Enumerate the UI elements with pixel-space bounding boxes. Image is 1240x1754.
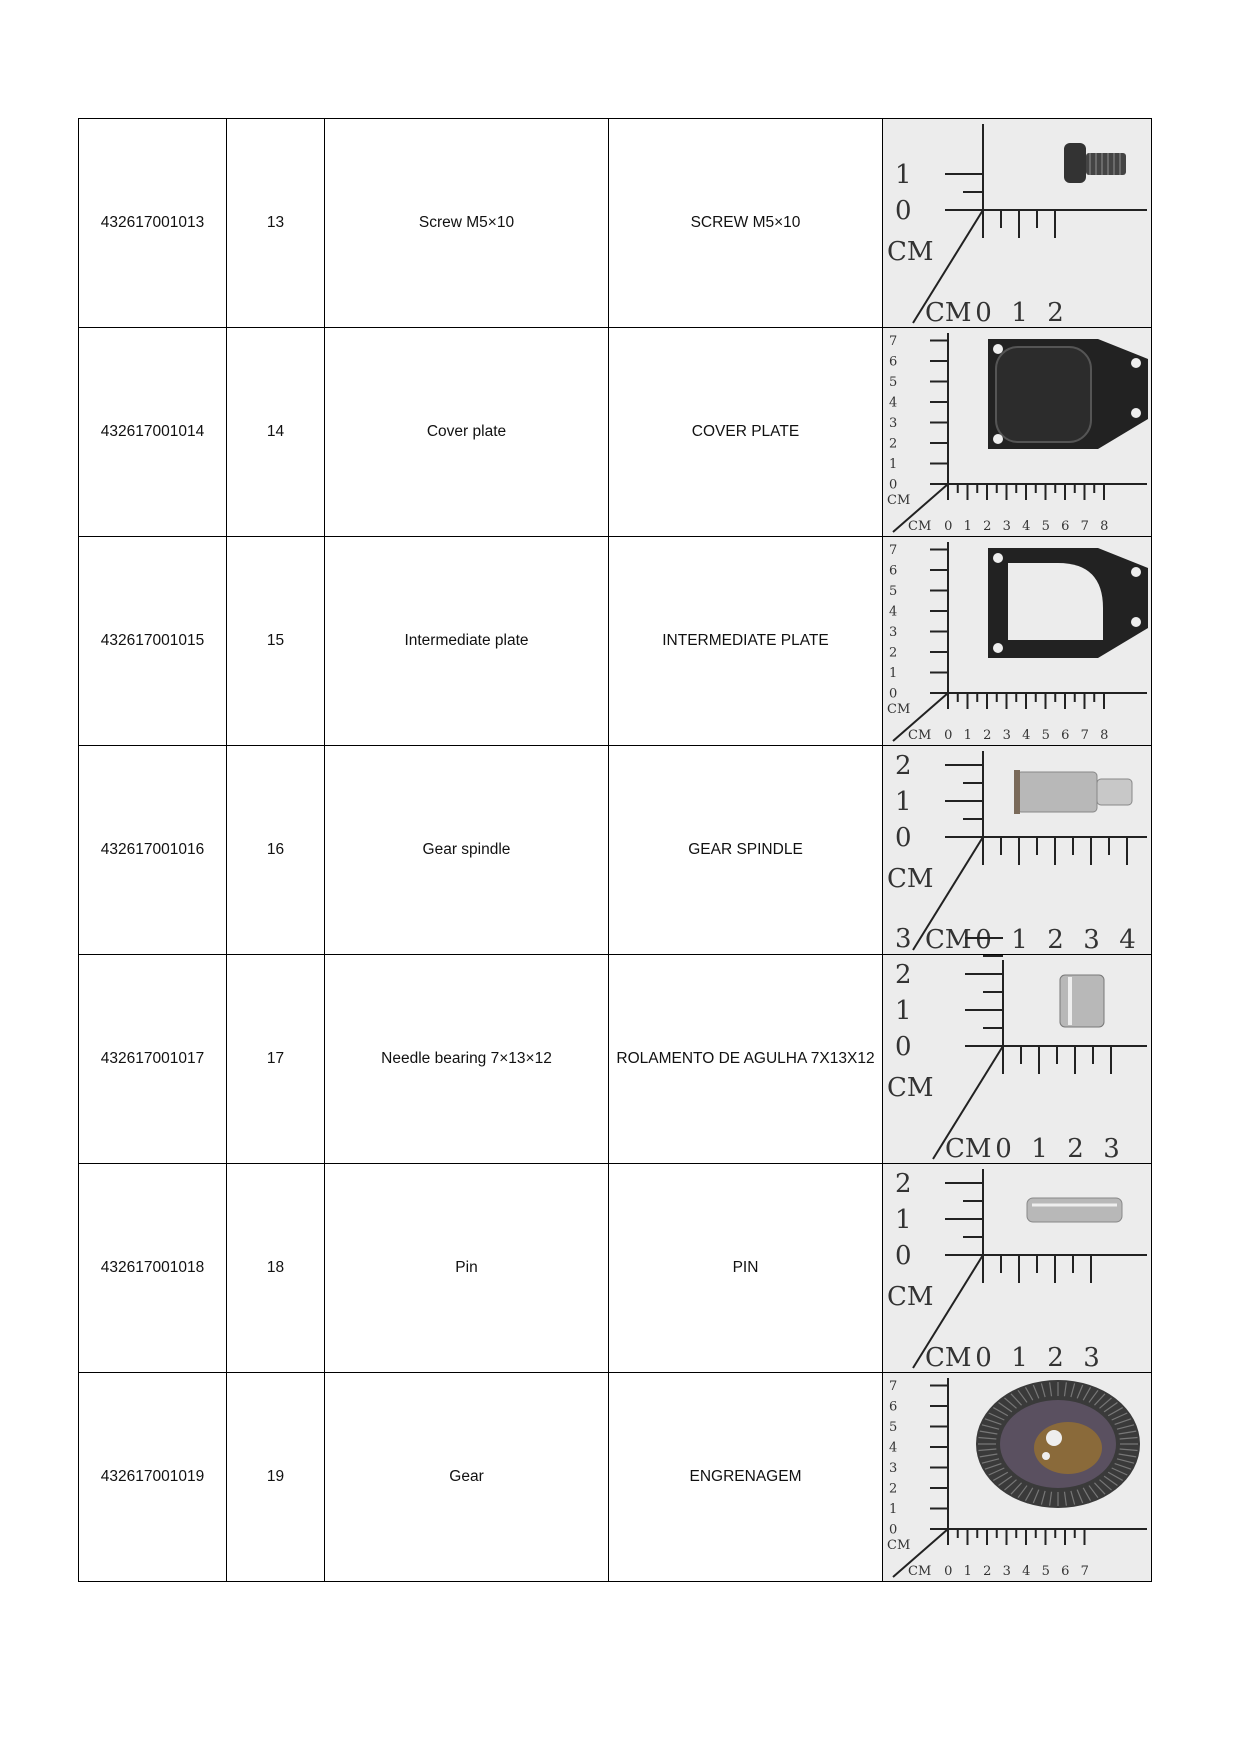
scale-number: 1 [1011, 924, 1028, 955]
description-en: Pin [325, 1164, 609, 1373]
parts-table [78, 118, 1152, 1582]
scale-number: 4 [889, 1440, 898, 1456]
scale-number: 6 [1061, 1563, 1070, 1579]
scale-number: 4 [889, 604, 898, 620]
scale-unit-label: CM [908, 727, 932, 743]
item-number: 17 [227, 955, 325, 1164]
description-pt: COVER PLATE [609, 328, 883, 537]
scale-number: 0 [889, 477, 898, 493]
scale-number: 6 [1061, 727, 1070, 743]
intermediate-plate-photo [883, 538, 1151, 745]
scale-number: 7 [1080, 518, 1089, 534]
scale-unit-label: CM [887, 701, 911, 717]
cover-plate-photo [883, 329, 1151, 536]
description-en: Gear spindle [325, 746, 609, 955]
scale-number: 3 [1083, 1342, 1100, 1373]
scale-unit-label: CM [925, 297, 972, 328]
scale-number: 1 [1011, 297, 1028, 328]
scale-number: 2 [889, 645, 898, 661]
table-row [79, 537, 1152, 746]
description-pt: ROLAMENTO DE AGULHA 7X13X12 [609, 955, 883, 1164]
scale-number: 1 [895, 786, 912, 817]
scale-number: 5 [889, 583, 898, 599]
description-en: Needle bearing 7×13×12 [325, 955, 609, 1164]
scale-number: 8 [1100, 518, 1109, 534]
item-number: 15 [227, 537, 325, 746]
scale-number: 0 [975, 297, 992, 328]
scale-number: 6 [1061, 518, 1070, 534]
table-row [79, 1164, 1152, 1373]
scale-number: 1 [895, 1204, 912, 1235]
scale-unit-label: CM [925, 1342, 972, 1373]
scale-unit-label: CM [887, 492, 911, 508]
part-code: 432617001015 [79, 537, 227, 746]
part-photo-cell [883, 328, 1152, 537]
scale-unit-label: CM [945, 1133, 992, 1164]
scale-number: 3 [895, 923, 912, 954]
table-row [79, 955, 1152, 1164]
scale-number: 4 [1022, 518, 1031, 534]
table-row [79, 328, 1152, 537]
scale-number: 1 [963, 518, 972, 534]
scale-number: 2 [1047, 1342, 1064, 1373]
description-pt: PIN [609, 1164, 883, 1373]
scale-number: 0 [944, 518, 953, 534]
scale-number: 0 [889, 1522, 898, 1538]
part-photo-cell [883, 746, 1152, 955]
item-number: 13 [227, 119, 325, 328]
scale-number: 0 [944, 1563, 953, 1579]
scale-number: 7 [1080, 1563, 1089, 1579]
scale-number: 0 [975, 1342, 992, 1373]
scale-number: 1 [889, 456, 898, 472]
description-pt: INTERMEDIATE PLATE [609, 537, 883, 746]
description-en: Gear [325, 1373, 609, 1582]
scale-number: 5 [889, 1419, 898, 1435]
table-row [79, 119, 1152, 328]
part-code: 432617001016 [79, 746, 227, 955]
scale-number: 2 [895, 1168, 912, 1199]
item-number: 14 [227, 328, 325, 537]
scale-number: 4 [889, 395, 898, 411]
scale-number: 5 [889, 374, 898, 390]
part-image [976, 1380, 1140, 1508]
scale-number: 0 [944, 727, 953, 743]
gear-spindle-photo [883, 747, 1151, 954]
scale-unit-label: CM [887, 1072, 934, 1103]
gear-photo [883, 1374, 1151, 1581]
scale-number: 1 [963, 727, 972, 743]
scale-number: 4 [1022, 727, 1031, 743]
scale-number: 7 [889, 333, 898, 349]
scale-number: 2 [983, 1563, 992, 1579]
part-photo-cell [883, 119, 1152, 328]
description-en: Screw M5×10 [325, 119, 609, 328]
scale-number: 1 [1031, 1133, 1048, 1164]
scale-number: 6 [889, 354, 898, 370]
scale-number: 5 [1041, 727, 1050, 743]
scale-number: 3 [1002, 518, 1011, 534]
scale-unit-label: CM [887, 1281, 934, 1312]
part-image [1064, 143, 1126, 183]
scale-number: 2 [895, 750, 912, 781]
scale-unit-label: CM [887, 1537, 911, 1553]
part-photo-cell [883, 537, 1152, 746]
description-pt: GEAR SPINDLE [609, 746, 883, 955]
item-number: 16 [227, 746, 325, 955]
scale-number: 2 [983, 727, 992, 743]
scale-number: 1 [895, 159, 912, 190]
scale-number: 0 [995, 1133, 1012, 1164]
scale-number: 3 [889, 1460, 898, 1476]
scale-number: 2 [1047, 924, 1064, 955]
scale-number: 2 [889, 1481, 898, 1497]
scale-number: 2 [895, 959, 912, 990]
scale-unit-label: CM [925, 924, 972, 955]
scale-number: 5 [1041, 518, 1050, 534]
scale-unit-label: CM [887, 863, 934, 894]
scale-number: 7 [889, 1378, 898, 1394]
description-pt: SCREW M5×10 [609, 119, 883, 328]
scale-number: 8 [1100, 727, 1109, 743]
scale-number: 0 [895, 1240, 912, 1271]
part-image [1027, 1198, 1122, 1222]
scale-number: 0 [895, 195, 912, 226]
scale-unit-label: CM [887, 236, 934, 267]
part-code: 432617001014 [79, 328, 227, 537]
scale-number: 5 [1041, 1563, 1050, 1579]
part-code: 432617001013 [79, 119, 227, 328]
scale-number: 1 [963, 1563, 972, 1579]
scale-number: 3 [1103, 1133, 1120, 1164]
scale-number: 2 [889, 436, 898, 452]
scale-number: 2 [1047, 297, 1064, 328]
scale-number: 6 [889, 563, 898, 579]
part-photo-cell [883, 1164, 1152, 1373]
scale-number: 3 [889, 415, 898, 431]
screw-photo [883, 120, 1151, 327]
scale-number: 1 [889, 665, 898, 681]
part-image [988, 339, 1148, 449]
part-code: 432617001019 [79, 1373, 227, 1582]
pin-photo [883, 1165, 1151, 1372]
scale-number: 1 [1011, 1342, 1028, 1373]
part-code: 432617001018 [79, 1164, 227, 1373]
scale-number: 0 [895, 822, 912, 853]
scale-number: 6 [889, 1399, 898, 1415]
scale-number: 3 [1083, 924, 1100, 955]
description-en: Intermediate plate [325, 537, 609, 746]
part-photo-cell [883, 923, 1152, 1164]
scale-number: 7 [889, 542, 898, 558]
scale-number: 3 [1002, 727, 1011, 743]
item-number: 18 [227, 1164, 325, 1373]
item-number: 19 [227, 1373, 325, 1582]
description-pt: ENGRENAGEM [609, 1373, 883, 1582]
scale-number: 3 [1002, 1563, 1011, 1579]
table-row [79, 1373, 1152, 1582]
table-row [79, 746, 1152, 955]
scale-number: 0 [895, 1031, 912, 1062]
part-image [1014, 770, 1132, 814]
scale-number: 3 [889, 624, 898, 640]
part-image [988, 548, 1148, 658]
scale-number: 2 [983, 518, 992, 534]
description-en: Cover plate [325, 328, 609, 537]
scale-number: 2 [1067, 1133, 1084, 1164]
part-image [1060, 975, 1104, 1027]
scale-unit-label: CM [908, 518, 932, 534]
needle-bearing-photo [883, 923, 1151, 1164]
scale-number: 1 [895, 995, 912, 1026]
scale-unit-label: CM [908, 1563, 932, 1579]
scale-number: 0 [889, 686, 898, 702]
scale-number: 1 [889, 1501, 898, 1517]
part-code: 432617001017 [79, 955, 227, 1164]
scale-number: 4 [1022, 1563, 1031, 1579]
scale-number: 7 [1080, 727, 1089, 743]
part-photo-cell [883, 1373, 1152, 1582]
scale-number: 4 [1119, 924, 1136, 955]
scale-number: 0 [975, 924, 992, 955]
